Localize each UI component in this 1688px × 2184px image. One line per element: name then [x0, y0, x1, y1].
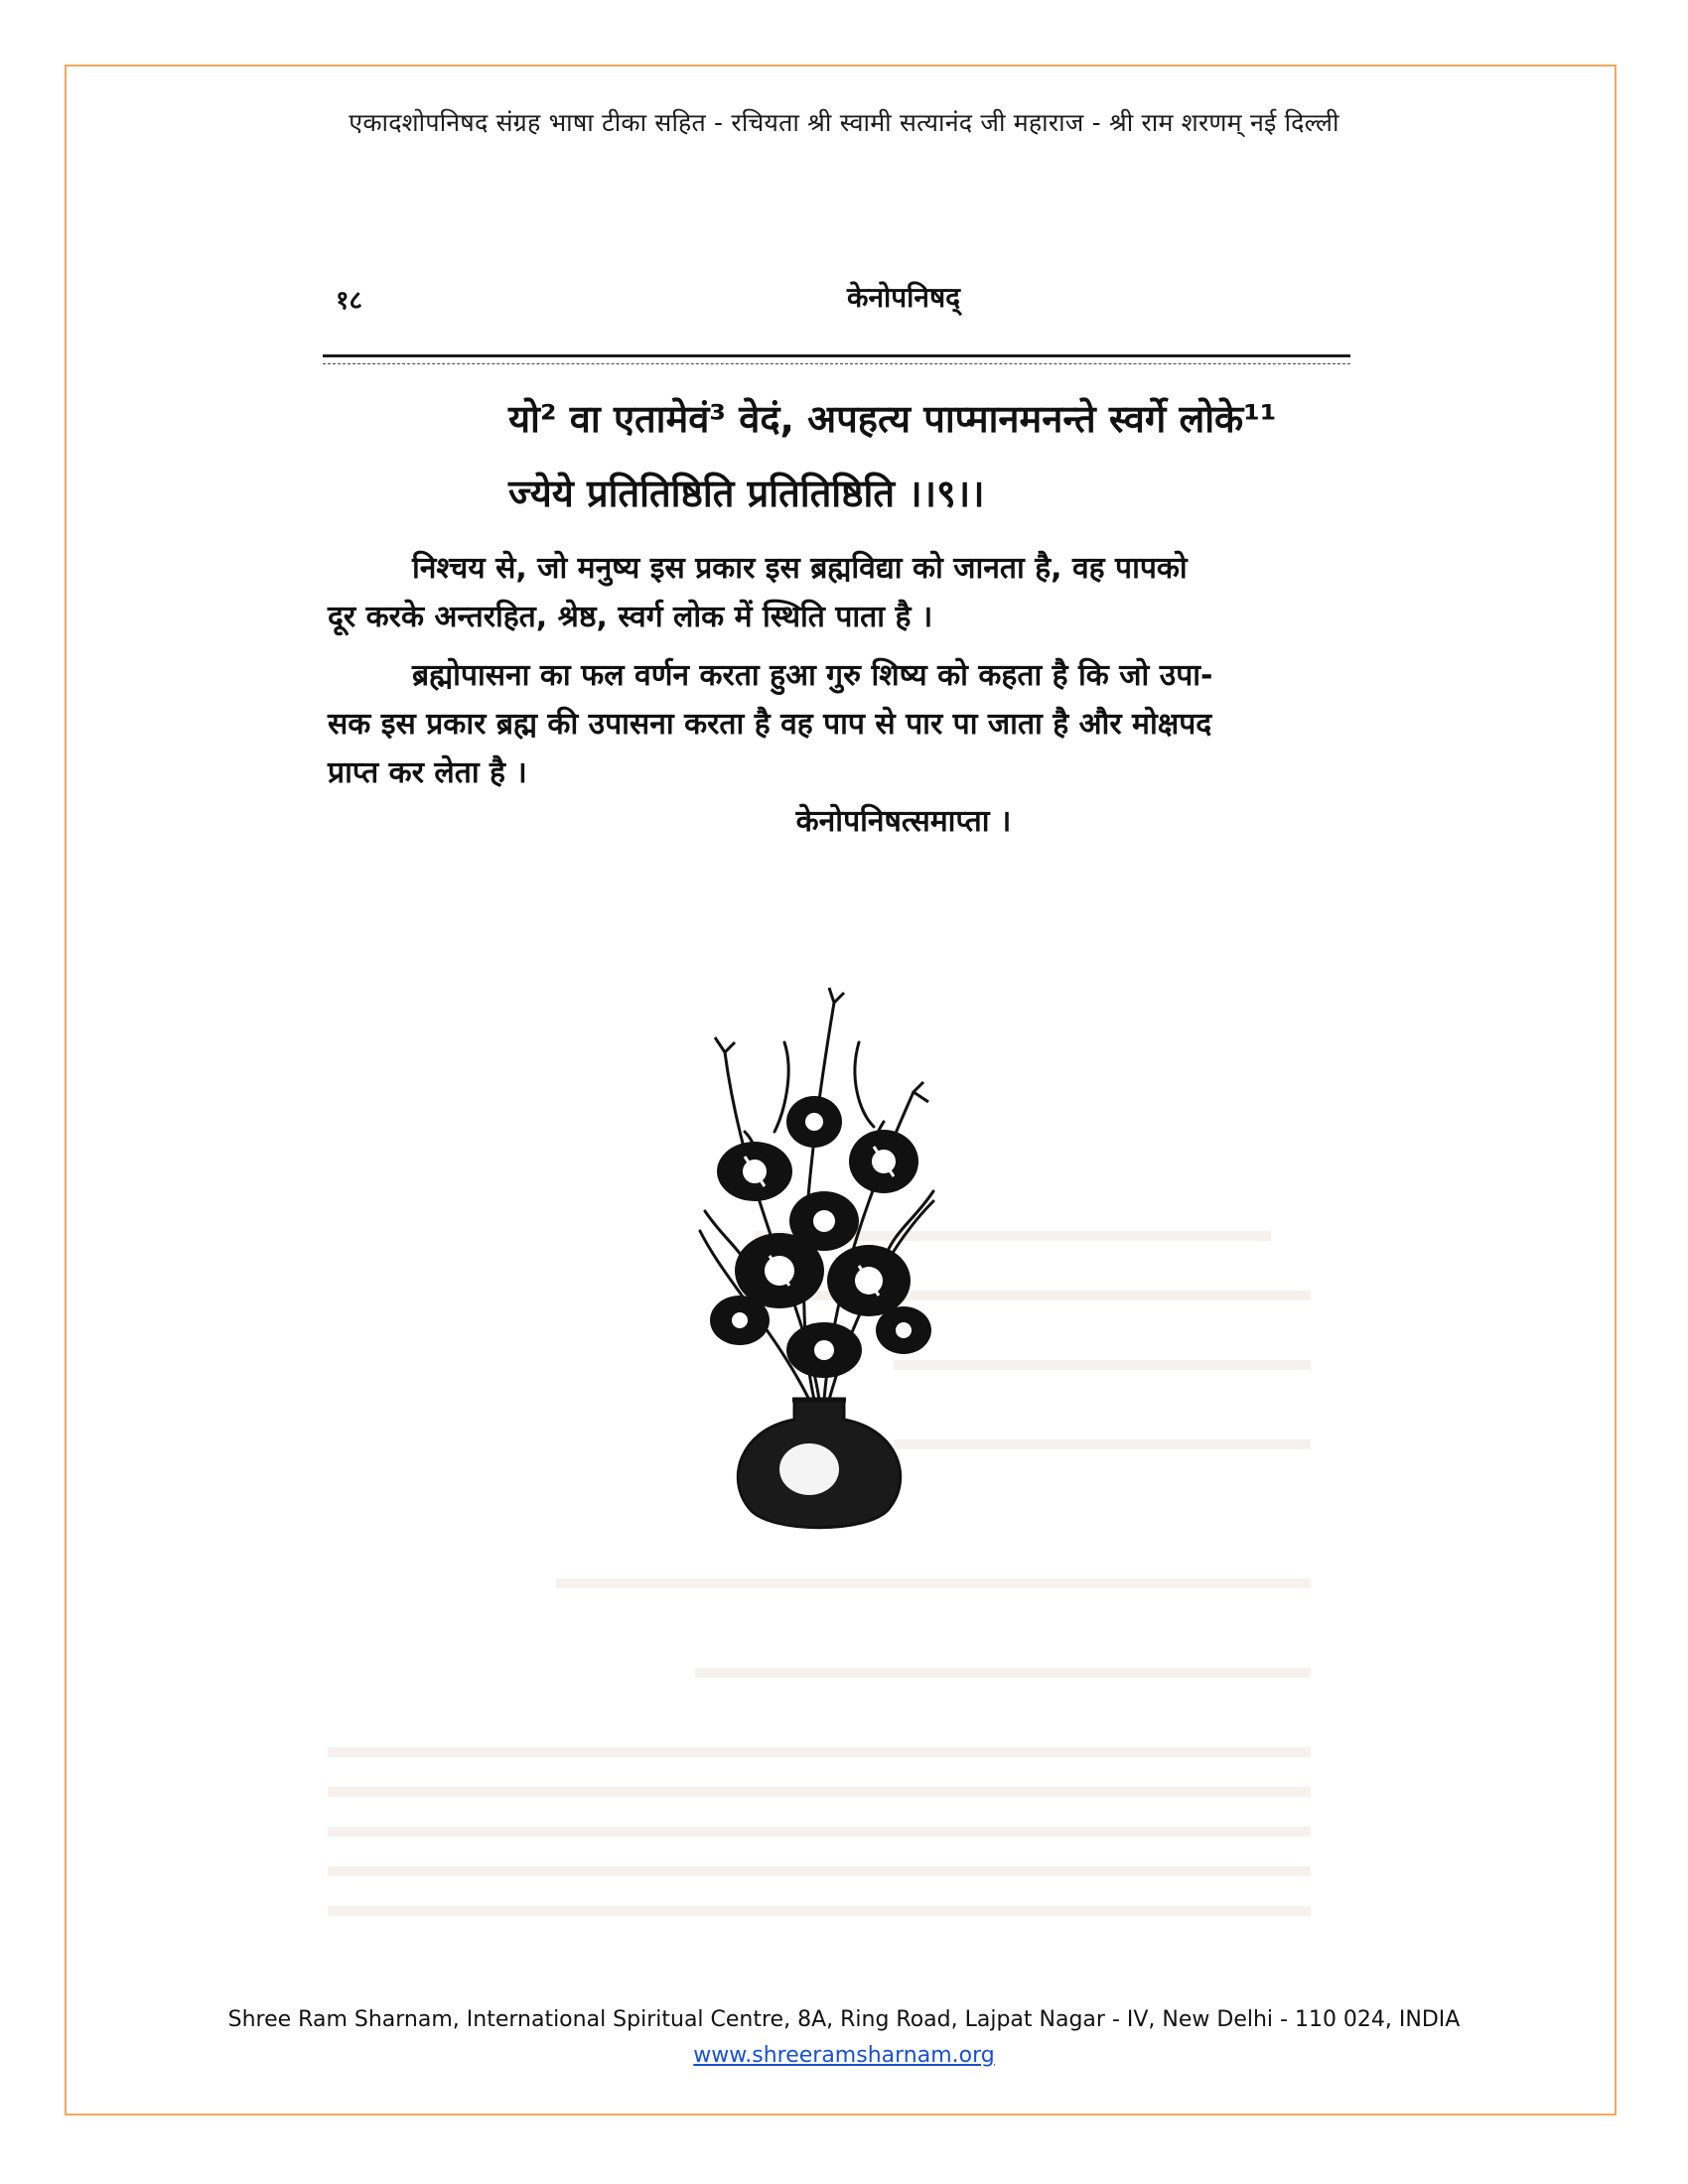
show-through-line [328, 1866, 1311, 1876]
show-through-line [894, 1360, 1311, 1370]
paragraph-line: प्राप्त कर लेता है । [328, 755, 527, 790]
header-rule [323, 354, 1350, 357]
show-through-line [328, 1827, 1311, 1837]
show-through-line [695, 1668, 1311, 1678]
paragraph-line: निश्चय से, जो मनुष्य इस प्रकार इस ब्रह्मविद्या को जानता है, वह पापको [412, 551, 1188, 586]
running-head: केनोपनिषद् [846, 281, 961, 314]
verse-line: यो² वा एतामेवं³ वेदं, अपहत्य पाप्मानमनन्ते स्वर्गे लोके¹¹ [508, 397, 1277, 441]
closing-line: केनोपनिषत्समाप्ता । [795, 804, 1012, 839]
show-through-line [894, 1439, 1311, 1449]
flower-vase-illustration [685, 983, 953, 1539]
header-rule-dashed [323, 363, 1350, 364]
show-through-line [328, 1747, 1311, 1757]
footer-address: Shree Ram Sharnam, International Spiritual Centre, 8A, Ring Road, Lajpat Nagar - IV, New Delhi - 110 024, INDIA [227, 2007, 1461, 2032]
verse-line: ज्येये प्रतितिष्ठिति प्रतितिष्ठिति ।।९।। [508, 472, 985, 515]
page-number: १८ [336, 286, 363, 316]
show-through-line [328, 1906, 1311, 1916]
paragraph-line: सक इस प्रकार ब्रह्म की उपासना करता है वह पाप से पार पा जाता है और मोक्षपद [328, 707, 1212, 742]
website-link[interactable]: www.shreeramsharnam.org [693, 2043, 995, 2068]
show-through-line [328, 1787, 1311, 1797]
paragraph-line: दूर करके अन्तरहित, श्रेष्ठ, स्वर्ग लोक में स्थिति पाता है । [328, 600, 933, 634]
document-header: एकादशोपनिषद संग्रह भाषा टीका सहित - रचियता श्री स्वामी सत्यानंद जी महाराज - श्री राम शरणम् नई दिल्ली [349, 108, 1339, 137]
paragraph-line: ब्रह्मोपासना का फल वर्णन करता हुआ गुरु शिष्य को कहता है कि जो उपा- [412, 658, 1213, 693]
show-through-line [556, 1578, 1311, 1588]
